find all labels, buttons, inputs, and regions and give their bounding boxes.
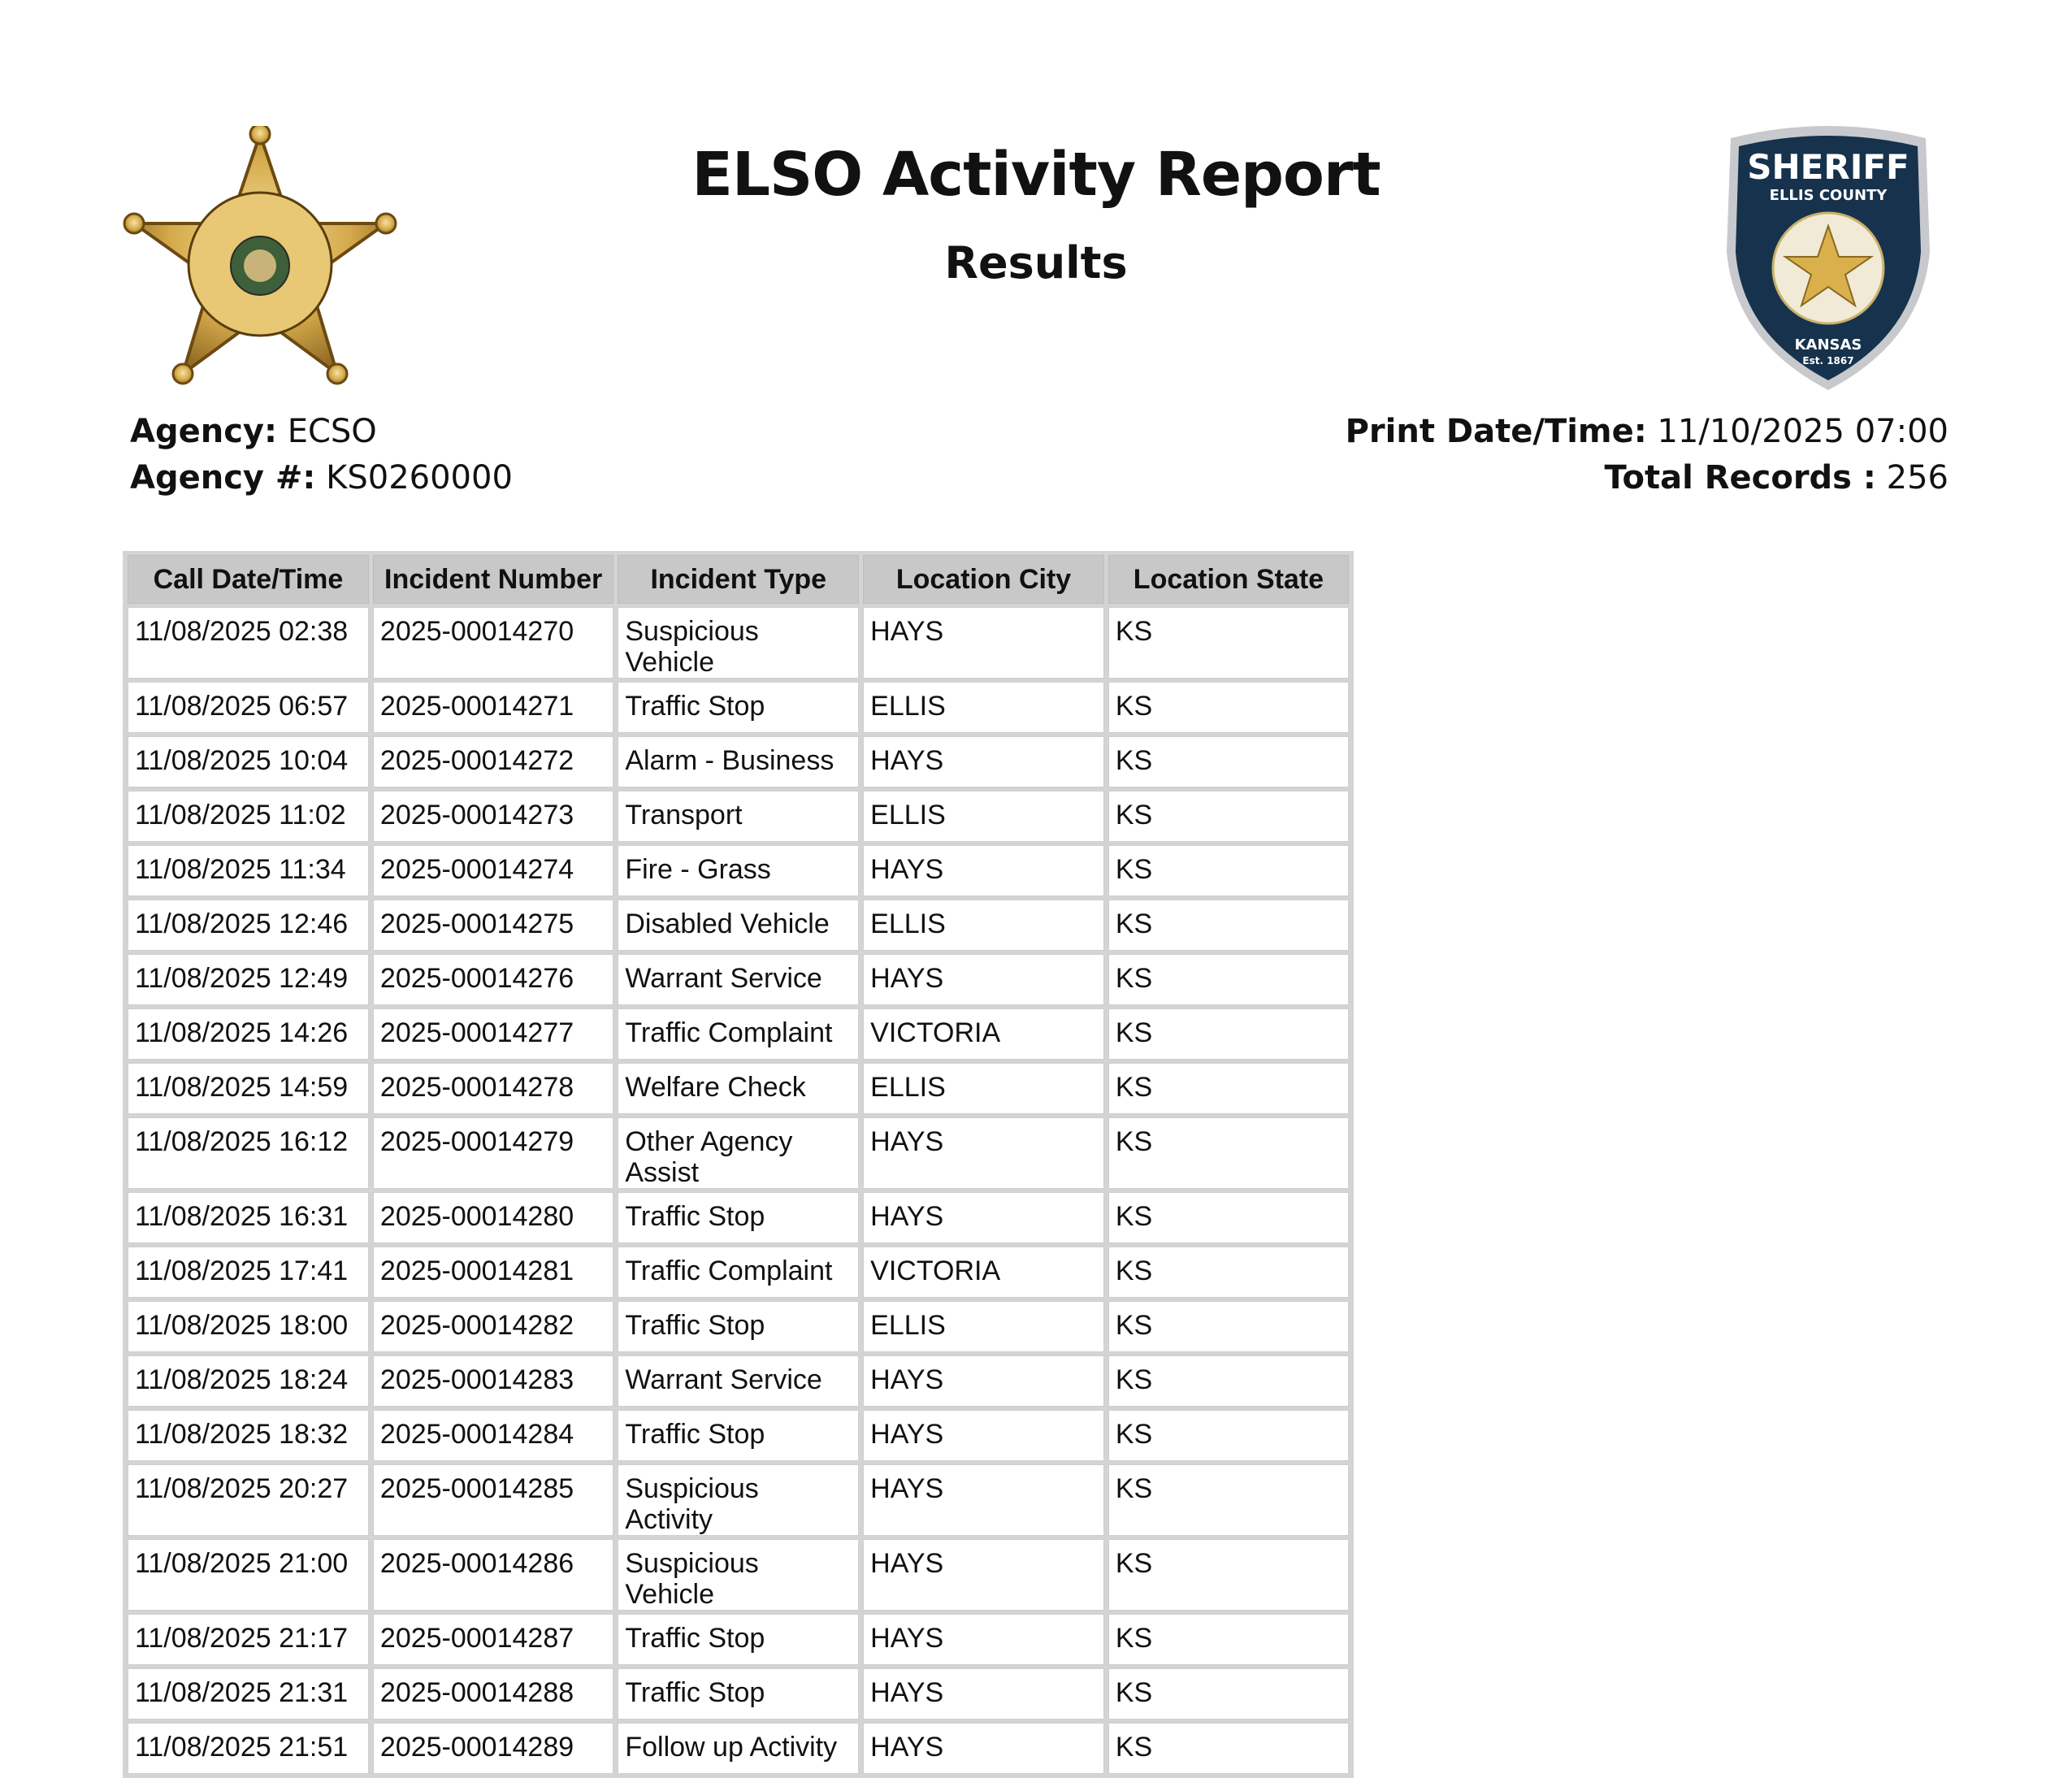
incident-number-cell: 2025-00014273 (373, 791, 613, 842)
location-city-cell: ELLIS (863, 1301, 1104, 1352)
location-city-cell: VICTORIA (863, 1008, 1104, 1060)
incident-number-cell: 2025-00014270 (373, 607, 613, 679)
call-datetime-cell: 11/08/2025 20:27 (128, 1464, 369, 1536)
location-state-cell: KS (1108, 1355, 1349, 1407)
incident-type-cell: Traffic Complaint (618, 1008, 859, 1060)
location-city-cell: HAYS (863, 1464, 1104, 1536)
table-row (128, 845, 1349, 896)
column-header-call-datetime: Call Date/Time (128, 555, 369, 604)
incident-type-cell: Warrant Service (618, 954, 859, 1005)
column-header-location-state: Location State (1108, 555, 1349, 604)
print-datetime-value: 11/10/2025 07:00 (1657, 413, 1948, 450)
incident-type-cell: Fire - Grass (618, 845, 859, 896)
call-datetime-cell: 11/08/2025 21:00 (128, 1539, 369, 1611)
call-datetime-cell: 11/08/2025 14:26 (128, 1008, 369, 1060)
incident-number-cell: 2025-00014272 (373, 736, 613, 787)
incident-type-cell: Follow up Activity (618, 1723, 859, 1774)
location-city-cell: HAYS (863, 736, 1104, 787)
incident-type-cell: Suspicious Vehicle (618, 1539, 859, 1611)
location-state-cell: KS (1108, 607, 1349, 679)
call-datetime-cell: 11/08/2025 21:51 (128, 1723, 369, 1774)
incident-type-cell: Suspicious Activity (618, 1464, 859, 1536)
location-state-cell: KS (1108, 1117, 1349, 1189)
incident-number-cell: 2025-00014278 (373, 1063, 613, 1114)
location-state-cell: KS (1108, 954, 1349, 1005)
incident-number-cell: 2025-00014277 (373, 1008, 613, 1060)
location-city-cell: ELLIS (863, 900, 1104, 951)
column-header-incident-number: Incident Number (373, 555, 613, 604)
call-datetime-cell: 11/08/2025 14:59 (128, 1063, 369, 1114)
table-row (128, 1301, 1349, 1352)
location-city-cell: HAYS (863, 1117, 1104, 1189)
total-records-value: 256 (1886, 459, 1948, 497)
location-city-cell: VICTORIA (863, 1247, 1104, 1298)
incident-type-cell: Traffic Stop (618, 1410, 859, 1461)
location-state-cell: KS (1108, 1614, 1349, 1665)
table-row (128, 1410, 1349, 1461)
location-city-cell: ELLIS (863, 1063, 1104, 1114)
activity-table (123, 551, 1354, 1778)
total-records-label: Total Records : (1604, 459, 1876, 497)
call-datetime-cell: 11/08/2025 18:00 (128, 1301, 369, 1352)
table-row (128, 1117, 1349, 1189)
table-row (128, 1008, 1349, 1060)
call-datetime-cell: 11/08/2025 18:24 (128, 1355, 369, 1407)
location-state-cell: KS (1108, 1247, 1349, 1298)
incident-number-cell: 2025-00014282 (373, 1301, 613, 1352)
location-state-cell: KS (1108, 736, 1349, 787)
location-state-cell: KS (1108, 1668, 1349, 1719)
table-row (128, 1192, 1349, 1243)
call-datetime-cell: 11/08/2025 18:32 (128, 1410, 369, 1461)
column-header-incident-type: Incident Type (618, 555, 859, 604)
table-body (128, 607, 1349, 1774)
location-city-cell: HAYS (863, 1192, 1104, 1243)
print-info (1346, 409, 1948, 501)
location-state-cell: KS (1108, 1192, 1349, 1243)
table-row (128, 1723, 1349, 1774)
location-state-cell: KS (1108, 1008, 1349, 1060)
incident-number-cell: 2025-00014283 (373, 1355, 613, 1407)
table-row (128, 1355, 1349, 1407)
report-title: ELSO Activity Report (691, 140, 1381, 210)
incident-number-cell: 2025-00014281 (373, 1247, 613, 1298)
incident-type-cell: Suspicious Vehicle (618, 607, 859, 679)
incident-number-cell: 2025-00014275 (373, 900, 613, 951)
svg-text:ELLIS COUNTY: ELLIS COUNTY (1769, 187, 1888, 204)
call-datetime-cell: 11/08/2025 06:57 (128, 682, 369, 733)
incident-type-cell: Traffic Stop (618, 1614, 859, 1665)
incident-number-cell: 2025-00014284 (373, 1410, 613, 1461)
call-datetime-cell: 11/08/2025 21:17 (128, 1614, 369, 1665)
incident-type-cell: Disabled Vehicle (618, 900, 859, 951)
incident-number-cell: 2025-00014274 (373, 845, 613, 896)
incident-number-cell: 2025-00014279 (373, 1117, 613, 1189)
table-row (128, 607, 1349, 679)
location-city-cell: HAYS (863, 1355, 1104, 1407)
incident-type-cell: Other Agency Assist (618, 1117, 859, 1189)
incident-type-cell: Alarm - Business (618, 736, 859, 787)
print-datetime-line (1346, 409, 1948, 455)
incident-number-cell: 2025-00014288 (373, 1668, 613, 1719)
location-state-cell: KS (1108, 1301, 1349, 1352)
incident-type-cell: Traffic Stop (618, 682, 859, 733)
incident-number-cell: 2025-00014289 (373, 1723, 613, 1774)
incident-number-cell: 2025-00014285 (373, 1464, 613, 1536)
incident-type-cell: Traffic Stop (618, 1192, 859, 1243)
incident-type-cell: Transport (618, 791, 859, 842)
call-datetime-cell: 11/08/2025 17:41 (128, 1247, 369, 1298)
table-row (128, 1614, 1349, 1665)
call-datetime-cell: 11/08/2025 11:02 (128, 791, 369, 842)
location-city-cell: ELLIS (863, 791, 1104, 842)
call-datetime-cell: 11/08/2025 16:12 (128, 1117, 369, 1189)
total-records-line (1346, 455, 1948, 501)
column-header-location-city: Location City (863, 555, 1104, 604)
location-state-cell: KS (1108, 682, 1349, 733)
incident-type-cell: Traffic Stop (618, 1301, 859, 1352)
agency-number-label: Agency #: (130, 459, 316, 497)
call-datetime-cell: 11/08/2025 16:31 (128, 1192, 369, 1243)
location-state-cell: KS (1108, 791, 1349, 842)
table-row (128, 1464, 1349, 1536)
table-header-row (128, 555, 1349, 604)
table-row (128, 1063, 1349, 1114)
table-row (128, 791, 1349, 842)
location-state-cell: KS (1108, 1539, 1349, 1611)
location-city-cell: HAYS (863, 1410, 1104, 1461)
svg-text:Est. 1867: Est. 1867 (1802, 355, 1854, 366)
call-datetime-cell: 11/08/2025 10:04 (128, 736, 369, 787)
table-row (128, 954, 1349, 1005)
svg-text:SHERIFF: SHERIFF (1747, 147, 1909, 187)
agency-line (130, 409, 513, 455)
incident-type-cell: Warrant Service (618, 1355, 859, 1407)
location-city-cell: HAYS (863, 1614, 1104, 1665)
incident-number-cell: 2025-00014271 (373, 682, 613, 733)
agency-label: Agency: (130, 413, 277, 450)
table-row (128, 1539, 1349, 1611)
incident-type-cell: Traffic Complaint (618, 1247, 859, 1298)
incident-type-cell: Welfare Check (618, 1063, 859, 1114)
location-state-cell: KS (1108, 845, 1349, 896)
table-row (128, 736, 1349, 787)
location-state-cell: KS (1108, 1723, 1349, 1774)
call-datetime-cell: 11/08/2025 12:46 (128, 900, 369, 951)
agency-value: ECSO (287, 413, 377, 450)
call-datetime-cell: 11/08/2025 11:34 (128, 845, 369, 896)
location-city-cell: HAYS (863, 1668, 1104, 1719)
table-row (128, 1668, 1349, 1719)
location-state-cell: KS (1108, 1063, 1349, 1114)
location-city-cell: HAYS (863, 845, 1104, 896)
call-datetime-cell: 11/08/2025 12:49 (128, 954, 369, 1005)
table-row (128, 900, 1349, 951)
location-city-cell: HAYS (863, 1539, 1104, 1611)
location-city-cell: HAYS (863, 607, 1104, 679)
location-state-cell: KS (1108, 900, 1349, 951)
agency-number-line (130, 455, 513, 501)
incident-number-cell: 2025-00014286 (373, 1539, 613, 1611)
incident-number-cell: 2025-00014287 (373, 1614, 613, 1665)
agency-info (130, 409, 513, 501)
report-subtitle: Results (944, 237, 1128, 288)
call-datetime-cell: 11/08/2025 02:38 (128, 607, 369, 679)
svg-text:KANSAS: KANSAS (1794, 336, 1862, 353)
location-city-cell: HAYS (863, 1723, 1104, 1774)
print-datetime-label: Print Date/Time: (1345, 413, 1647, 450)
call-datetime-cell: 11/08/2025 21:31 (128, 1668, 369, 1719)
location-city-cell: HAYS (863, 954, 1104, 1005)
table-row (128, 1247, 1349, 1298)
table-row (128, 682, 1349, 733)
incident-number-cell: 2025-00014276 (373, 954, 613, 1005)
location-city-cell: ELLIS (863, 682, 1104, 733)
incident-number-cell: 2025-00014280 (373, 1192, 613, 1243)
agency-number-value: KS0260000 (326, 459, 513, 497)
location-state-cell: KS (1108, 1410, 1349, 1461)
location-state-cell: KS (1108, 1464, 1349, 1536)
incident-type-cell: Traffic Stop (618, 1668, 859, 1719)
